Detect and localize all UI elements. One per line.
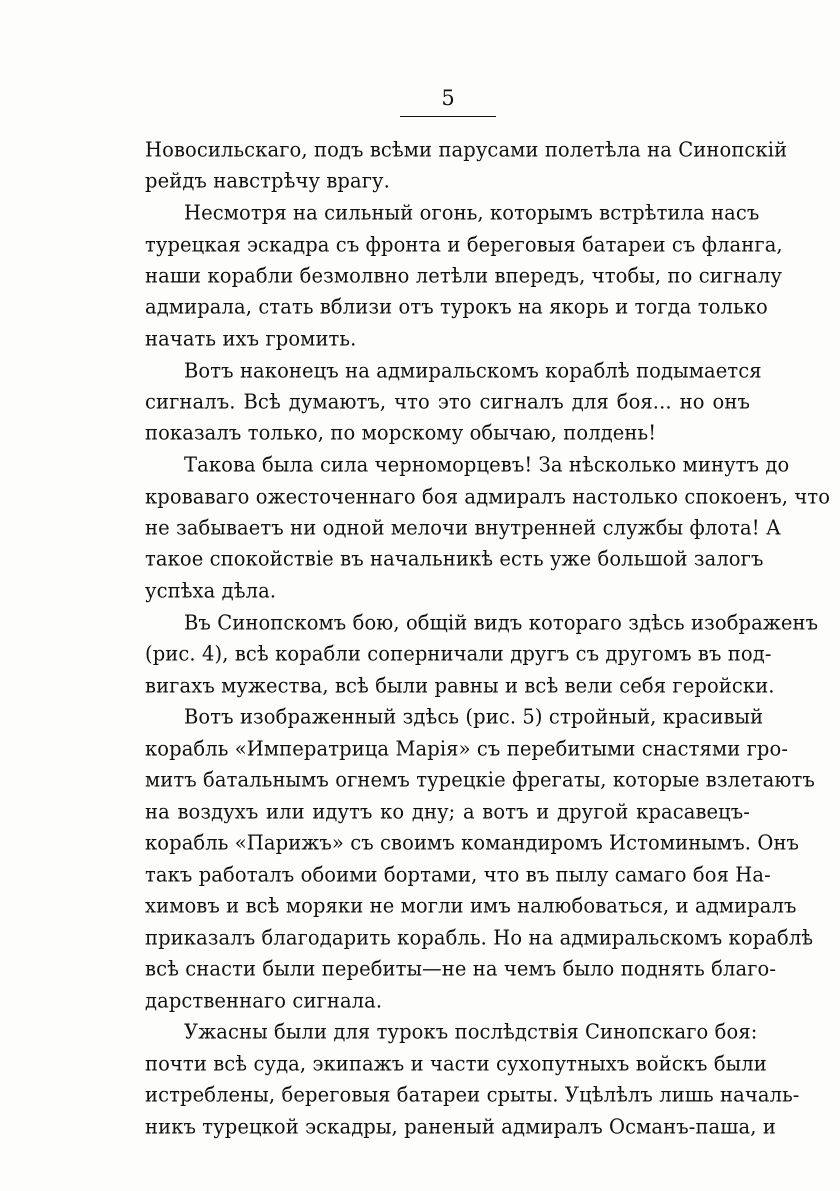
text-line: турецкая эскадра съ фронта и береговыя батареи съ фланга, [145, 232, 783, 257]
text-line: почти всѣ суда, экипажъ и части сухопутныхъ войскъ были [145, 1051, 767, 1076]
text-line: всѣ снасти были перебиты—не на чемъ было поднять благо- [145, 956, 777, 981]
text-line: наши корабли безмолвно летѣли впередъ, чтобы, по сигналу [145, 263, 783, 288]
text-line: начать ихъ громить. [145, 326, 357, 351]
text-line: Вотъ изображенный здѣсь (рис. 5) стройный, красивый [184, 704, 764, 729]
text-line: (рис. 4), всѣ корабли соперничали другъ съ другомъ въ под- [145, 641, 772, 666]
text-line: никъ турецкой эскадры, раненый адмиралъ Османъ-паша, и [145, 1114, 776, 1139]
text-line: Ужасны были для турокъ послѣдствія Синопскаго боя: [184, 1019, 758, 1044]
text-line: Въ Синопскомъ бою, общій видъ котораго здѣсь изображенъ [184, 610, 819, 635]
text-line: химовъ и всѣ моряки не могли имъ налюбоваться, и адмиралъ [145, 893, 797, 918]
text-line: не забываетъ ни одной мелочи внутренней службы флота! А [145, 515, 781, 540]
text-line: показалъ только, по морскому обычаю, полдень! [145, 420, 657, 445]
text-line: такое спокойствіе въ начальникѣ есть уже большой залогъ [145, 546, 764, 571]
text-line: Новосильскаго, подъ всѣми парусами полетѣла на Синопскій [145, 137, 788, 162]
text-line: вигахъ мужества, всѣ были равны и всѣ вели себя геройски. [145, 673, 775, 698]
text-line: корабль «Парижъ» съ своимъ командиромъ Истоминымъ. Онъ [145, 830, 800, 855]
text-line: такъ работалъ обоими бортами, что въ пылу самаго боя На- [145, 862, 771, 887]
text-line: дарственнаго сигнала. [145, 988, 383, 1013]
text-line: митъ батальнымъ огнемъ турецкіе фрегаты, которые взлетаютъ [145, 767, 815, 792]
text-line: адмирала, стать вблизи отъ турокъ на якорь и тогда только [145, 294, 768, 319]
text-line: Несмотря на сильный огонь, которымъ встрѣтила насъ [184, 200, 760, 225]
text-line: успѣха дѣла. [145, 578, 277, 603]
text-line: сигналъ. Всѣ думаютъ, что это сигналъ для боя... но онъ [145, 389, 750, 414]
text-line: на воздухъ или идутъ ко дну; а вотъ и другой красавецъ- [145, 799, 750, 824]
text-line: рейдъ навстрѣчу врагу. [145, 168, 390, 193]
text-line: кроваваго ожесточеннаго боя адмиралъ настолько спокоенъ, что [145, 484, 831, 509]
text-line: корабль «Императрица Марія» съ перебитыми снастями гро- [145, 736, 789, 761]
text-line: Такова была сила черноморцевъ! За нѣсколько минутъ до [184, 452, 790, 477]
text-line: Вотъ наконецъ на адмиральскомъ кораблѣ подымается [184, 358, 762, 383]
page-number-rule [400, 116, 496, 117]
page-number: 5 [441, 86, 455, 110]
text-line: приказалъ благодарить корабль. Но на адмиральскомъ кораблѣ [145, 925, 814, 950]
text-line: истреблены, береговыя батареи срыты. Уцѣлѣлъ лишь началь- [145, 1082, 800, 1107]
